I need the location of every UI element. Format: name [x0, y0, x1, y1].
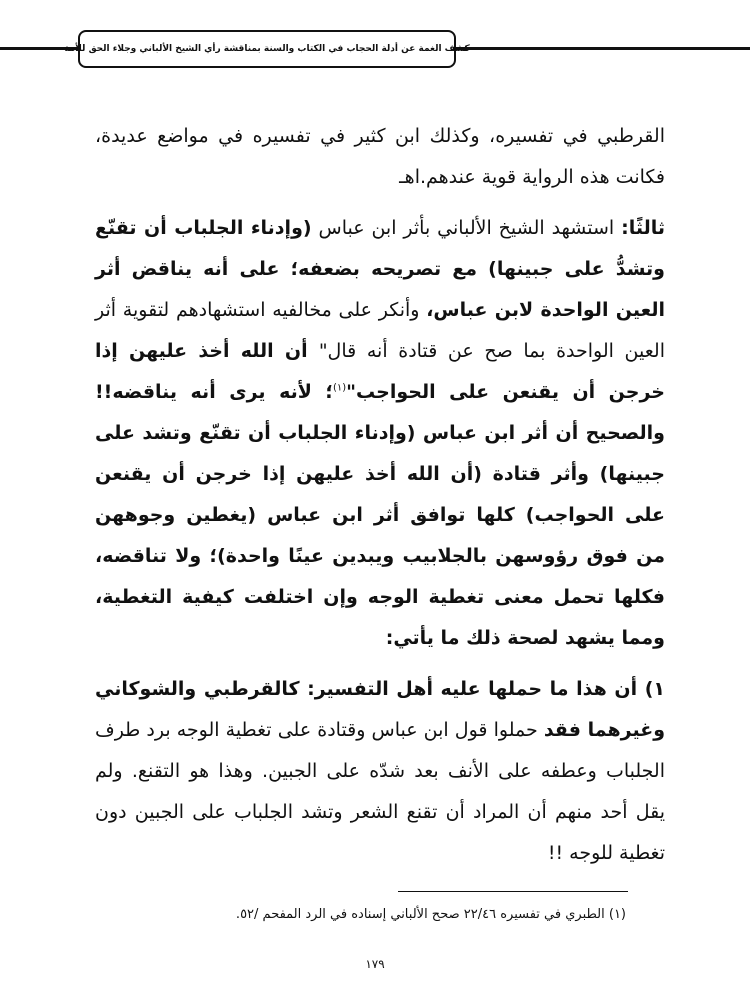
footnote-divider — [398, 891, 628, 892]
paragraph-1 — [95, 116, 665, 198]
text-run-bold: (وإدناء الجلباب أن تقنّع وتشدُّ على جبينها) مع تصريحه بضعفه؛ على أنه يناقض أثر العين الواحدة لابن عباس، — [95, 217, 665, 321]
page-number: ١٧٩ — [365, 957, 385, 971]
text-run-bold: ؛ لأنه يرى أنه يناقضه!! والصحيح أن أثر ابن عباس (وإدناء الجلباب أن تقنّع وتشد على جبينها) وأثر قتادة (أن الله أخذ عليهن إذا خرجن أن يقنعن على الحواجب) كلها توافق أثر ابن عباس (يغطين وجوههن من فوق رؤوسهن بالجلابيب ويبدين عينًا واحدة)؛ ولا تناقضه، فكلها تحمل معنى تغطية الوجه وإن اختلفت كيفية التغطية، ومما يشهد لصحة ذلك ما يأتي: — [95, 381, 665, 649]
paragraph-3 — [95, 669, 665, 874]
text-run: استشهد الشيخ الألباني بأثر ابن عباس — [311, 217, 622, 239]
body-text — [95, 116, 665, 874]
text-run: حملوا قول ابن عباس وقتادة على تغطية الوجه برد طرف الجلباب وعطفه على الأنف بعد شدّه على الجبين. وهذا هو التقنع. ولم يقل أحد منهم أن المراد أن تقنع الشعر وتشد الجلباب على الجبين دون تغطية للوجه !! — [95, 719, 665, 864]
text-run: وأنكر على مخالفيه استشهادهم لتقوية أثر العين الواحدة بما صح عن قتادة أنه قال" — [95, 299, 665, 362]
text-run-bold: أن الله أخذ عليهن إذا خرجن أن يقنعن على الحواجب" — [95, 340, 665, 403]
footnote-ref: (١) — [332, 382, 347, 394]
book-title: كشف الغمة عن أدلة الحجاب في الكتاب والسنة بمناقشة رأي الشيخ الألباني وجلاء الحق للأمة — [64, 44, 470, 54]
footnote: (١) الطبري في تفسيره ٢٢/٤٦ صحح الألباني إسناده في الرد المفحم /٥٢. — [235, 907, 626, 922]
running-header — [0, 30, 750, 66]
paragraph-2 — [95, 208, 665, 659]
text-run-bold: ١) أن هذا ما حملها عليه أهل التفسير: كالقرطبي والشوكاني وغيرهما فقد — [95, 678, 665, 741]
header-box — [64, 30, 470, 68]
section-heading: ثالثًا: — [621, 217, 666, 239]
header-rule-right — [450, 47, 750, 50]
text-run: القرطبي في تفسيره، وكذلك ابن كثير في تفسيره في مواضع عديدة، فكانت هذه الرواية قوية عندهم.اهـ — [95, 125, 665, 188]
